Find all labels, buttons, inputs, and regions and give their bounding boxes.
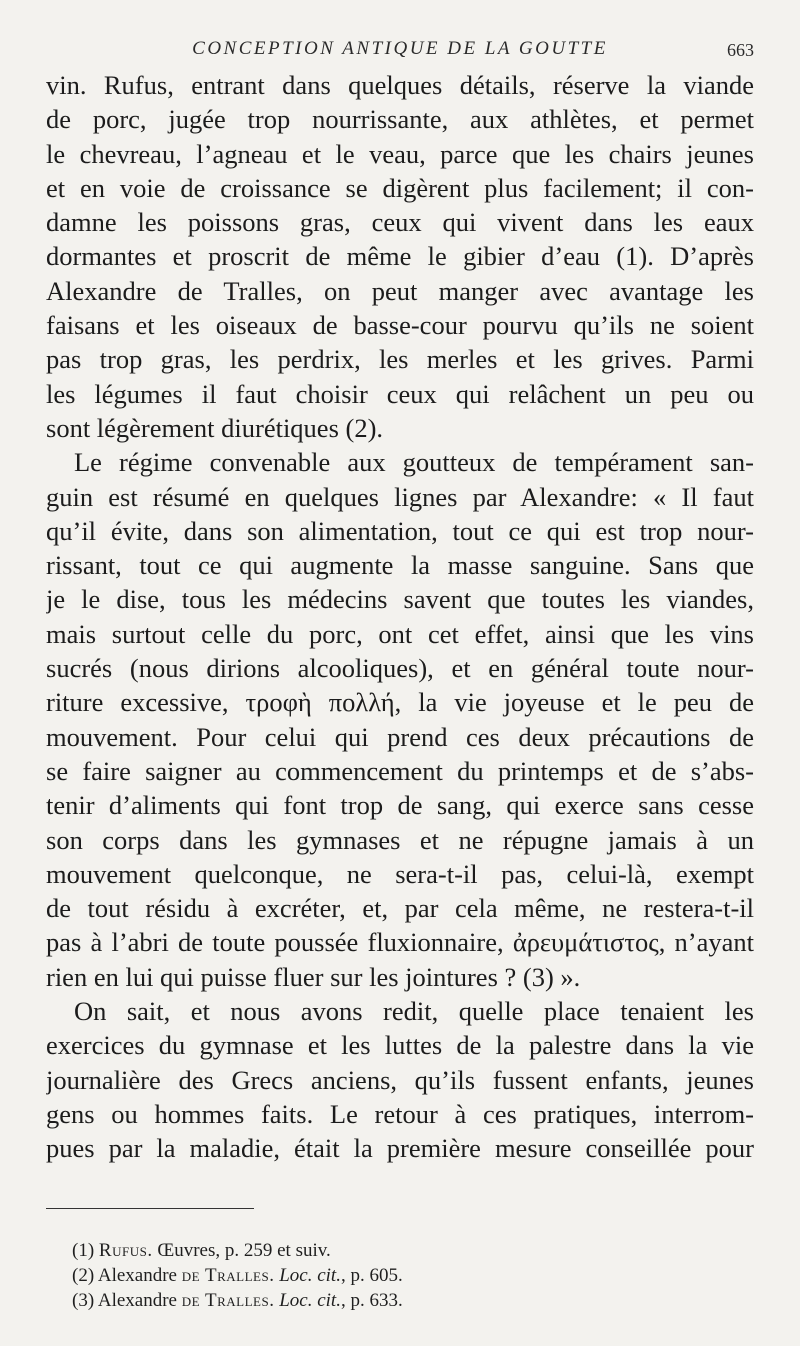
footnote-marker: (1) — [72, 1240, 95, 1261]
text-line: rissant, tout ce qui augmente la masse sanguine. Sans que — [46, 550, 754, 581]
text-line: dormantes et proscrit de même le gibier d’eau (1). D’après — [46, 241, 754, 272]
footnotes — [72, 1238, 754, 1313]
body-text — [46, 68, 754, 1166]
text-line: de tout résidu à excréter, et, par cela même, ne restera-t-il — [46, 893, 754, 924]
page-number: 663 — [727, 40, 754, 60]
footnote-author: de Tralles. — [181, 1290, 275, 1311]
paragraph-1 — [46, 68, 754, 445]
footnote-text: , p. 633. — [340, 1290, 403, 1311]
footnote-text: Œuvres, p. 259 et suiv. — [152, 1240, 331, 1261]
footnote-3 — [72, 1288, 754, 1313]
text-line: pas à l’abri de toute poussée fluxionnaire, ἀρευμάτιστος, n’ayant — [46, 927, 754, 958]
text-line: pas trop gras, les perdrix, les merles et les grives. Parmi — [46, 344, 754, 375]
text-line: exercices du gymnase et les luttes de la palestre dans la vie — [46, 1030, 754, 1061]
footnote-text: , p. 605. — [340, 1265, 403, 1286]
footnote-author: Rufus. — [98, 1240, 153, 1261]
footnote-1 — [72, 1238, 754, 1263]
text-line: mouvement. Pour celui qui prend ces deux précautions de — [46, 721, 754, 752]
footnote-rule — [46, 1208, 254, 1209]
footnote-ref: Loc. cit. — [279, 1265, 341, 1286]
text-line: On sait, et nous avons redit, quelle place tenaient les — [74, 996, 754, 1027]
running-head — [46, 38, 754, 62]
footnote-ref: Loc. cit. — [279, 1290, 341, 1311]
paragraph-3 — [46, 994, 754, 1165]
footnote-marker: (2) — [72, 1265, 95, 1286]
text-line: son corps dans les gymnases et ne répugne jamais à un — [46, 824, 754, 855]
text-line: riture excessive, τροφὴ πολλή, la vie joyeuse et le peu de — [46, 687, 754, 718]
text-line: mouvement quelconque, ne sera-t-il pas, celui-là, exempt — [46, 858, 754, 889]
text-line: tenir d’aliments qui font trop de sang, qui exerce sans cesse — [46, 790, 754, 821]
text-line: vin. Rufus, entrant dans quelques détails, réserve la viande — [46, 70, 754, 100]
text-line: les légumes il faut choisir ceux qui relâchent un peu ou — [46, 378, 754, 409]
text-line: sucrés (nous dirions alcooliques), et en général toute nour- — [46, 653, 754, 684]
text-line: journalière des Grecs anciens, qu’ils fussent enfants, jeunes — [46, 1064, 754, 1095]
text-line: qu’il évite, dans son alimentation, tout ce qui est trop nour- — [46, 515, 754, 546]
text-line: gens ou hommes faits. Le retour à ces pratiques, interrom- — [46, 1098, 754, 1129]
footnote-marker: (3) — [72, 1290, 95, 1311]
text-line: Le régime convenable aux goutteux de tempérament san- — [74, 447, 754, 478]
text-line: et en voie de croissance se digèrent plus facilement; il con- — [46, 172, 754, 203]
text-line: Alexandre de Tralles, on peut manger avec avantage les — [46, 275, 754, 306]
text-line: je le dise, tous les médecins savent que toutes les viandes, — [46, 584, 754, 615]
text-line: le chevreau, l’agneau et le veau, parce que les chairs jeunes — [46, 138, 754, 169]
text-line: se faire saigner au commencement du printemps et de s’abs- — [46, 755, 754, 786]
footnote-author-prefix: Alexandre — [97, 1265, 182, 1286]
running-title: CONCEPTION ANTIQUE DE LA GOUTTE — [192, 38, 608, 59]
footnote-2 — [72, 1263, 754, 1288]
text-line: rien en lui qui puisse fluer sur les jointures ? (3) ». — [46, 961, 581, 992]
text-line: damne les poissons gras, ceux qui vivent dans les eaux — [46, 207, 754, 238]
footnote-author-prefix: Alexandre — [97, 1290, 182, 1311]
text-line: mais surtout celle du porc, ont cet effet, ainsi que les vins — [46, 618, 754, 649]
text-line: sont légèrement diurétiques (2). — [46, 412, 384, 443]
text-line: guin est résumé en quelques lignes par Alexandre: « Il faut — [46, 481, 754, 512]
footnote-author: de Tralles. — [181, 1265, 275, 1286]
text-line: pues par la maladie, était la première mesure conseillée pour — [46, 1133, 754, 1164]
text-line: faisans et les oiseaux de basse-cour pourvu qu’ils ne soient — [46, 310, 754, 341]
text-line: de porc, jugée trop nourrissante, aux athlètes, et permet — [46, 104, 754, 135]
paragraph-2 — [46, 445, 754, 994]
